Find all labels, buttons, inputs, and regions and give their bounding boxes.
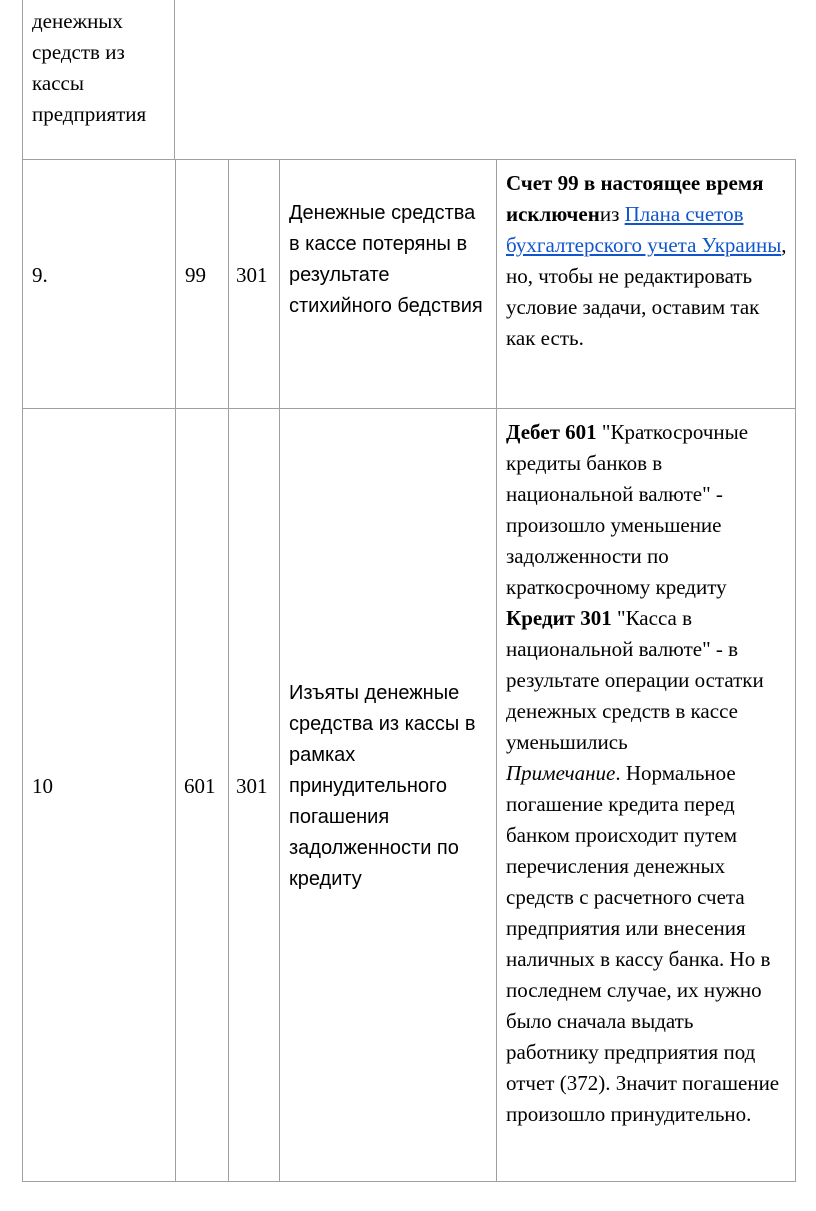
row9-comment-cell	[496, 159, 796, 409]
row10-comment-cell	[496, 408, 796, 1182]
row9-debit-cell	[175, 159, 229, 409]
row10-debit-cell	[175, 408, 229, 1182]
row9-comment-suffix: , но, чтобы не редактировать условие задачи, оставим так как есть.	[506, 233, 787, 350]
chart-of-accounts-link[interactable]: Плана счетов бухгалтерского учета Украины	[506, 202, 782, 257]
row9-credit-cell	[228, 159, 280, 409]
debit-601-label: Дебет 601	[506, 420, 597, 444]
row10-description-cell	[279, 408, 497, 1182]
row9-debit: 99	[185, 263, 206, 287]
fragment-name-cell	[22, 0, 175, 160]
row10-debit: 601	[184, 774, 216, 798]
row9-comment	[506, 168, 791, 354]
row10-credit: 301	[236, 774, 268, 798]
credit-301-text: "Касса в национальной валюте" - в результате операции остатки денежных средств в кассе уменьшились	[506, 606, 764, 754]
row10-number: 10	[32, 774, 53, 798]
row10-credit-cell	[228, 408, 280, 1182]
row9-comment-prefix: из	[599, 202, 625, 226]
row9-number: 9.	[32, 263, 48, 287]
fragment-name-text: денежных средств из кассы предприятия	[32, 9, 147, 126]
note-label: Примечание	[506, 761, 616, 785]
note-text: . Нормальное погашение кредита перед банком происходит путем перечисления денежных средств с расчетного счета предприятия или внесения наличных в кассу банка. Но в последнем случае, их нужно было сначала выдать работнику предприятия под отчет (372). Значит погашение произошло принудительно.	[506, 761, 780, 1126]
row10-number-cell	[22, 408, 176, 1182]
credit-301-label: Кредит 301	[506, 606, 612, 630]
row9-comment-bold: Счет 99 в настоящее время исключен	[506, 171, 764, 226]
debit-601-text: "Краткосрочные кредиты банков в национальной валюте" - произошло уменьшение задолженности по краткосрочному кредиту	[506, 420, 749, 599]
row9-number-cell	[22, 159, 176, 409]
row9-description: Денежные средства в кассе потеряны в результате стихийного бедствия	[289, 202, 483, 317]
row9-description-cell	[279, 159, 497, 409]
row10-comment	[506, 417, 791, 1130]
row10-description: Изъяты денежные средства из кассы в рамках принудительного погашения задолженности по кредиту	[289, 682, 476, 890]
row9-credit: 301	[236, 263, 268, 287]
